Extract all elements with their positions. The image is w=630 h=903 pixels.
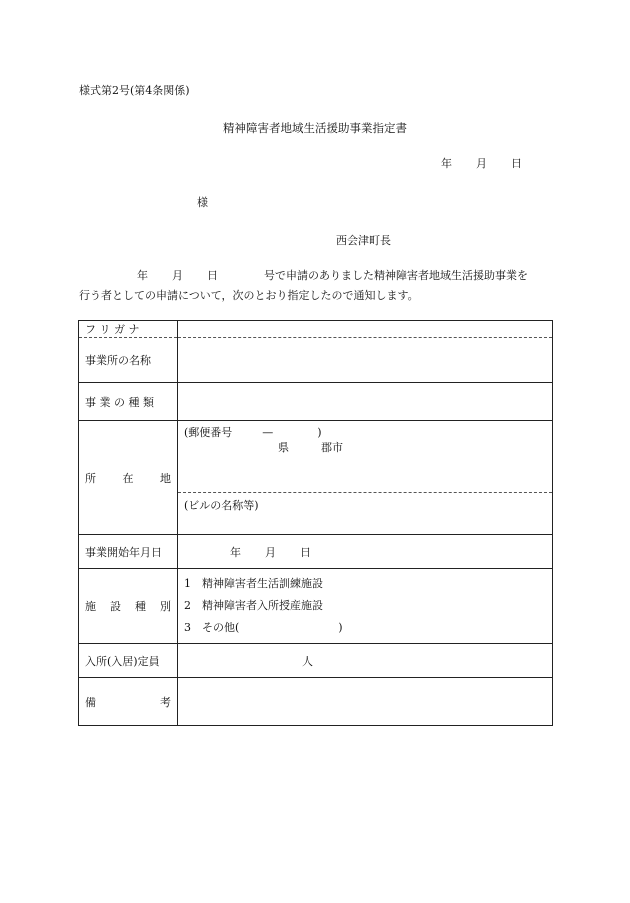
business-type-value[interactable] bbox=[178, 383, 553, 421]
start-year: 年 bbox=[230, 545, 241, 559]
capacity-value[interactable] bbox=[178, 644, 553, 678]
form-number: 様式第2号(第4条関係) bbox=[79, 84, 190, 97]
postal-prefix: (郵便番号 bbox=[184, 425, 233, 439]
date-year: 年 bbox=[441, 157, 452, 170]
county-label: 郡市 bbox=[321, 440, 343, 454]
remarks-label-char-1: 備 bbox=[85, 695, 96, 709]
body-year: 年 bbox=[137, 269, 148, 282]
postal-suffix: ) bbox=[317, 425, 322, 439]
prefecture-line bbox=[278, 439, 343, 455]
location-label-char-1: 所 bbox=[85, 471, 96, 485]
designation-table bbox=[78, 320, 553, 726]
facility-label-char-3: 種 bbox=[135, 600, 146, 613]
remarks-value[interactable] bbox=[178, 678, 553, 726]
office-name-value[interactable] bbox=[178, 338, 553, 383]
furigana-value[interactable] bbox=[178, 321, 553, 338]
remarks-label-char-2: 考 bbox=[160, 695, 171, 709]
postal-code-line bbox=[184, 424, 322, 440]
body-day: 日 bbox=[207, 269, 218, 282]
office-name-label: 事業所の名称 bbox=[79, 338, 178, 383]
location-label-char-2: 在 bbox=[122, 471, 134, 485]
prefecture-label: 県 bbox=[278, 440, 289, 454]
body-text bbox=[79, 266, 528, 306]
facility-item-2: 2 精神障害者入所授産施設 bbox=[184, 599, 323, 612]
furigana-label: フ リ ガ ナ bbox=[79, 321, 178, 338]
capacity-label: 入所(入居)定員 bbox=[79, 644, 178, 678]
body-month: 月 bbox=[172, 269, 183, 282]
body-line-1 bbox=[79, 266, 528, 286]
facility-label-char-1: 施 bbox=[85, 600, 96, 613]
facility-label-char-4: 別 bbox=[160, 600, 171, 613]
facility-type-value[interactable] bbox=[178, 569, 553, 644]
facility-type-label bbox=[79, 569, 178, 644]
addressee-suffix: 様 bbox=[197, 196, 208, 209]
business-type-label: 事 業 の 種 類 bbox=[79, 383, 178, 421]
address-divider bbox=[178, 492, 552, 493]
date-month: 月 bbox=[476, 157, 487, 170]
issuer: 西会津町長 bbox=[336, 234, 391, 247]
facility-item-1: 1 精神障害者生活訓練施設 bbox=[184, 577, 323, 590]
start-month: 月 bbox=[265, 545, 276, 559]
location-label bbox=[79, 421, 178, 535]
facility-label-char-2: 設 bbox=[110, 600, 121, 613]
document-title: 精神障害者地域生活援助事業指定書 bbox=[223, 121, 407, 135]
remarks-label bbox=[79, 678, 178, 726]
body-line-2: 行う者としての申請について，次のとおり指定したので通知します。 bbox=[79, 289, 419, 302]
start-date-value[interactable] bbox=[178, 535, 553, 569]
facility-item-3: 3 その他( ) bbox=[184, 621, 343, 634]
body-line-1-rest: 号で申請のありました精神障害者地域生活援助事業を bbox=[264, 269, 528, 282]
building-label: (ビルの名称等) bbox=[184, 498, 259, 512]
location-label-char-3: 地 bbox=[160, 471, 171, 485]
issue-date bbox=[441, 155, 546, 171]
date-day: 日 bbox=[511, 157, 522, 170]
location-value[interactable] bbox=[178, 421, 553, 535]
capacity-unit: 人 bbox=[302, 654, 313, 668]
start-date-label: 事業開始年月日 bbox=[79, 535, 178, 569]
postal-dash: — bbox=[262, 425, 274, 439]
start-day: 日 bbox=[300, 545, 311, 559]
